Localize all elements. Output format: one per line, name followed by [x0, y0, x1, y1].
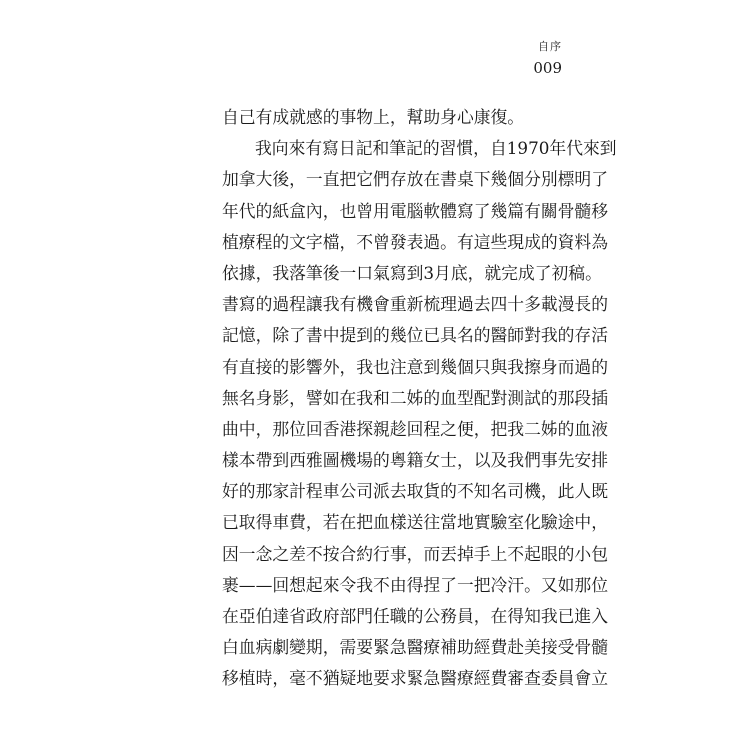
text-line: 在亞伯達省政府部門任職的公務員，在得知我已進入 — [222, 606, 608, 626]
text-line: 年代的紙盒內，也曾用電腦軟體寫了幾篇有關骨髓移 — [222, 200, 608, 221]
text-line: 無名身影，譬如在我和二姊的血型配對測試的那段插 — [222, 387, 608, 408]
text-line: 白血病劇變期，需要緊急醫療補助經費赴美接受骨髓 — [222, 637, 608, 658]
text-line: 加拿大後，一直把它們存放在書桌下幾個分別標明了 — [222, 169, 608, 190]
text-line: 植療程的文字檔，不曾發表過。有這些現成的資料為 — [222, 231, 608, 252]
text-line: 我向來有寫日記和筆記的習慣，自1970年代來到 — [255, 138, 617, 159]
text-line: 記憶，除了書中提到的幾位已具名的醫師對我的存活 — [222, 325, 608, 346]
body-text — [222, 102, 617, 695]
text-line: 因一念之差不按合約行事，而丟掉手上不起眼的小包 — [222, 543, 608, 564]
text-line: 依據，我落筆後一口氣寫到3月底，就完成了初稿。 — [222, 262, 602, 283]
text-line: 樣本帶到西雅圖機場的粵籍女士，以及我們事先安排 — [222, 450, 608, 471]
text-line: 已取得車費，若在把血樣送往當地實驗室化驗途中， — [222, 512, 608, 533]
text-line: 移植時，毫不猶疑地要求緊急醫療經費審查委員會立 — [222, 668, 608, 689]
text-line: 書寫的過程讓我有機會重新梳理過去四十多載漫長的 — [222, 294, 608, 315]
text-line: 有直接的影響外，我也注意到幾個只與我擦身而過的 — [222, 356, 608, 377]
text-line: 自己有成就感的事物上，幫助身心康復。 — [222, 107, 525, 127]
text-line: 好的那家計程車公司派去取貨的不知名司機，此人既 — [222, 481, 608, 502]
running-header — [533, 40, 562, 78]
text-line: 裹——回想起來令我不由得捏了一把冷汗。又如那位 — [222, 574, 608, 595]
page-number: 009 — [533, 59, 562, 77]
text-line: 曲中，那位回香港探親趁回程之便，把我二姊的血液 — [222, 418, 608, 439]
section-title: 自序 — [538, 40, 562, 53]
